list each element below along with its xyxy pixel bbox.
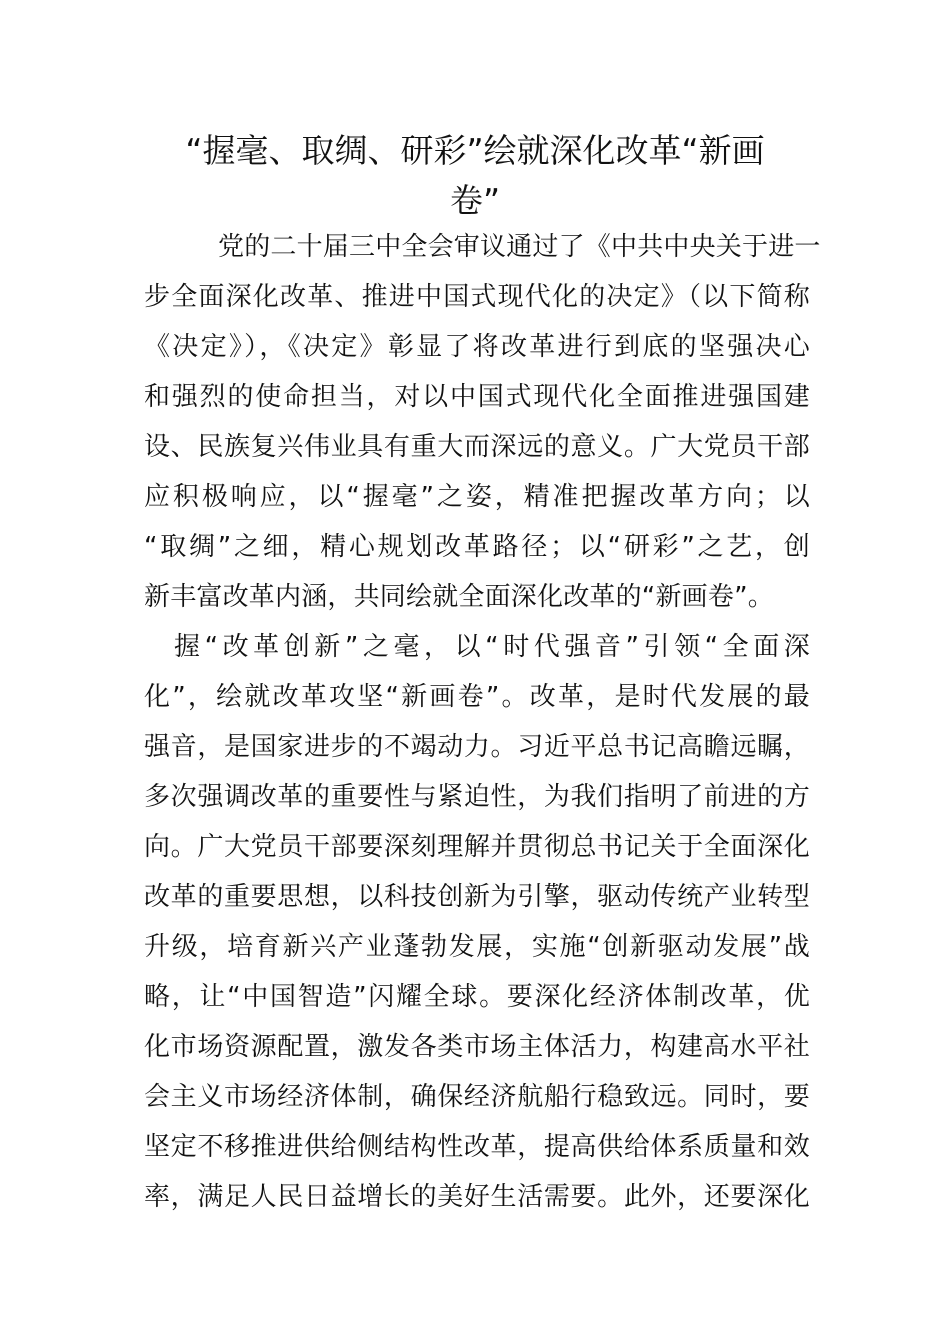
- paragraph-1-line: 和强烈的使命担当，对以中国式现代化全面推进强国建: [144, 382, 810, 412]
- paragraph-2-line: 会主义市场经济体制，确保经济航船行稳致远。同时，要: [144, 1082, 810, 1112]
- paragraph-2-line: 强音，是国家进步的不竭动力。习近平总书记高瞻远瞩，: [144, 732, 810, 762]
- paragraph-2-line: 握“改革创新”之毫，以“时代强音”引领“全面深: [174, 632, 810, 662]
- paragraph-2-line: 多次强调改革的重要性与紧迫性，为我们指明了前进的方: [144, 782, 810, 812]
- paragraph-1-line: 《决定》），《决定》彰显了将改革进行到底的坚强决心: [144, 332, 810, 362]
- paragraph-2-line: 化”，绘就改革攻坚“新画卷”。改革，是时代发展的最: [144, 682, 810, 712]
- paragraph-1-line: 应积极响应，以“握毫”之姿，精准把握改革方向；以: [144, 482, 810, 512]
- title-line-1: “握毫、取绸、研彩”绘就深化改革“新画: [185, 131, 765, 170]
- paragraph-1-line: 党的二十届三中全会审议通过了《中共中央关于进一: [218, 232, 821, 262]
- paragraph-2-line: 改革的重要思想，以科技创新为引擎，驱动传统产业转型: [144, 882, 810, 912]
- title-line-2: 卷”: [449, 181, 501, 220]
- paragraph-2-line: 向。广大党员干部要深刻理解并贯彻总书记关于全面深化: [144, 832, 810, 862]
- paragraph-1-line: “取绸”之细，精心规划改革路径；以“研彩”之艺，创: [144, 532, 810, 562]
- document-body: [144, 222, 821, 1222]
- document-title: [140, 126, 810, 226]
- paragraph-2-line: 坚定不移推进供给侧结构性改革，提高供给体系质量和效: [144, 1132, 810, 1162]
- paragraph-1-line: 设、民族复兴伟业具有重大而深远的意义。广大党员干部: [144, 432, 810, 462]
- paragraph-2-line: 化市场资源配置，激发各类市场主体活力，构建高水平社: [144, 1032, 810, 1062]
- paragraph-1-line: 新丰富改革内涵，共同绘就全面深化改革的“新画卷”。: [144, 582, 774, 612]
- paragraph-2-line: 略，让“中国智造”闪耀全球。要深化经济体制改革，优: [144, 982, 810, 1012]
- paragraph-2-line: 率，满足人民日益增长的美好生活需要。此外，还要深化: [144, 1182, 810, 1212]
- paragraph-1-line: 步全面深化改革、推进中国式现代化的决定》（以下简称: [144, 282, 810, 312]
- paragraph-2-line: 升级，培育新兴产业蓬勃发展，实施“创新驱动发展”战: [144, 932, 810, 962]
